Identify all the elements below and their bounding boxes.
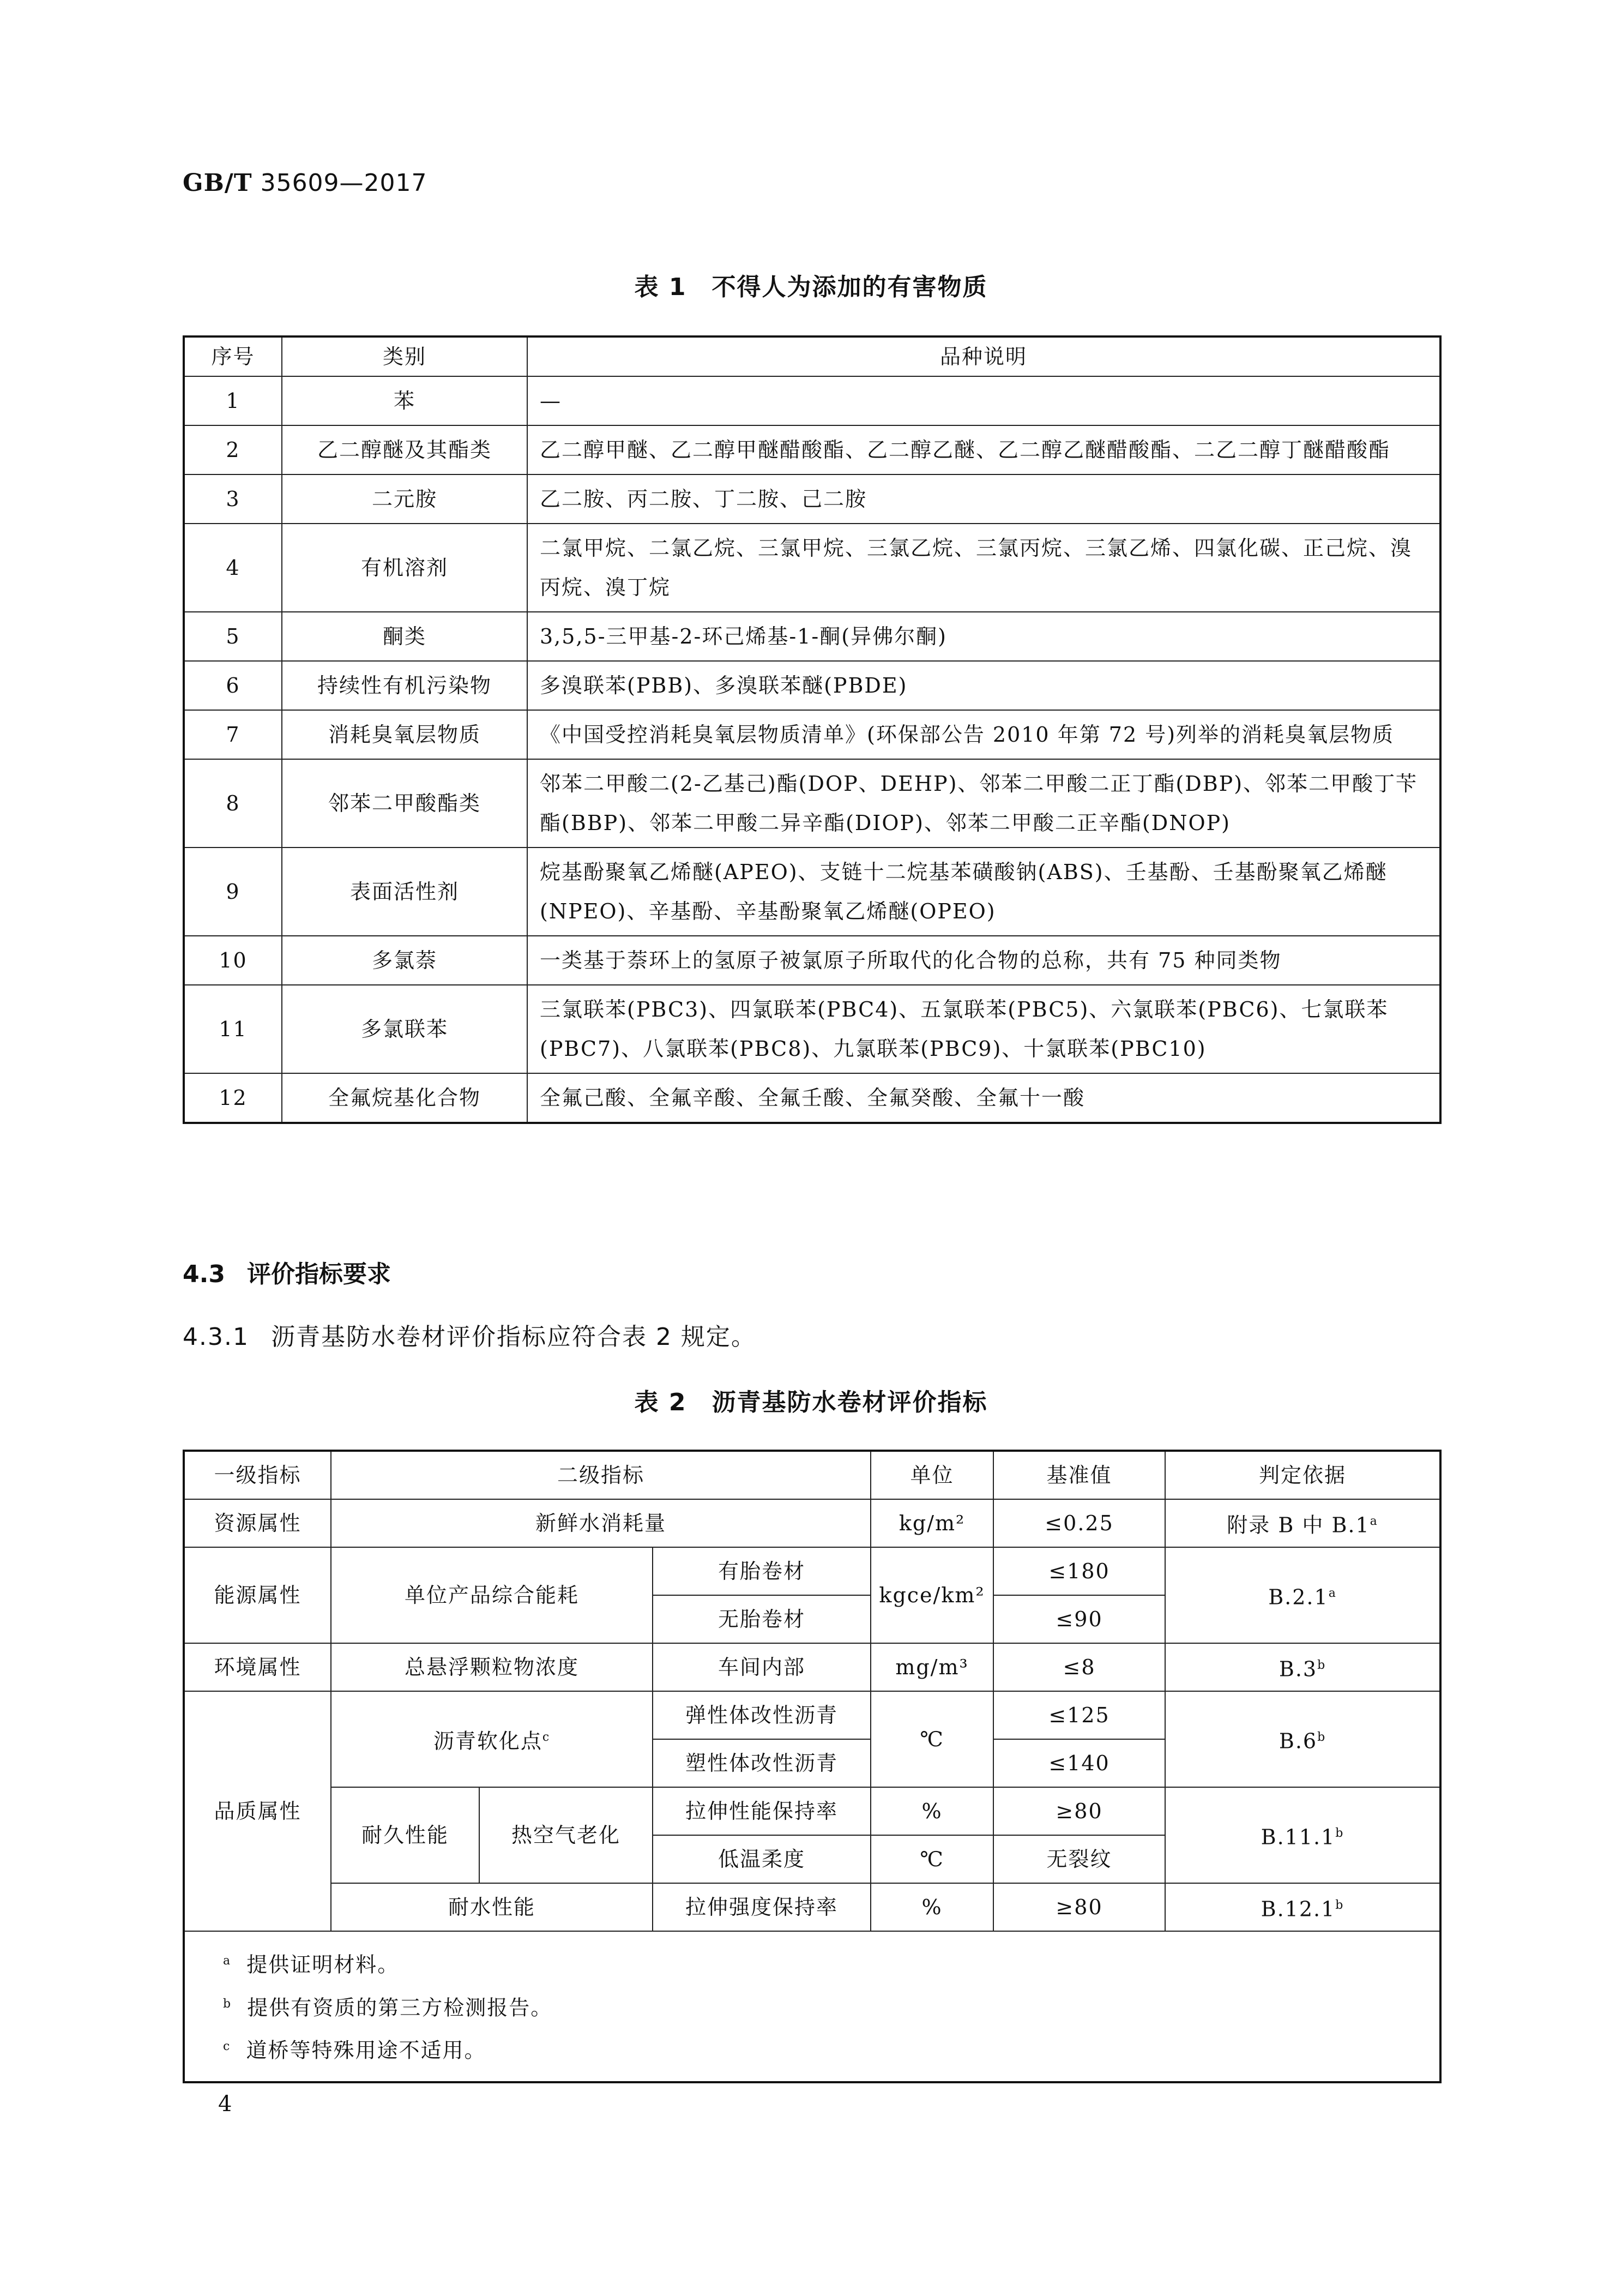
cell-description: 三氯联苯(PBC3)、四氯联苯(PBC4)、五氯联苯(PBC5)、六氯联苯(PBC6)、七氯联苯(PBC7)、八氯联苯(PBC8)、九氯联苯(PBC9)、十氯联苯(PBC10): [527, 985, 1440, 1073]
cell-unit: kgce/km²: [871, 1547, 993, 1643]
cell-description: 3,5,5-三甲基-2-环己烯基-1-酮(异佛尔酮): [527, 612, 1440, 661]
cell-category: 邻苯二甲酸酯类: [282, 759, 527, 848]
cell-item: 沥青软化点$^c$: [331, 1691, 653, 1787]
column-header-basis: 判定依据: [1165, 1451, 1440, 1499]
cell-basis: 附录 B 中 B.1$^a$: [1165, 1499, 1440, 1547]
cell-number: 5: [184, 612, 282, 661]
cell-number: 10: [184, 936, 282, 985]
cell-unit: kg/m²: [871, 1499, 993, 1547]
cell-number: 4: [184, 524, 282, 612]
cell-category: 苯: [282, 376, 527, 425]
column-header-description: 品种说明: [527, 336, 1440, 376]
cell-unit: %: [871, 1787, 993, 1835]
cell-number: 7: [184, 710, 282, 759]
cell-unit: %: [871, 1883, 993, 1931]
cell-description: 邻苯二甲酸二(2-乙基己)酯(DOP、DEHP)、邻苯二甲酸二正丁酯(DBP)、邻苯二甲酸丁苄酯(BBP)、邻苯二甲酸二异辛酯(DIOP)、邻苯二甲酸二正辛酯(DNOP): [527, 759, 1440, 848]
standard-code-prefix: GB/T: [183, 169, 252, 197]
cell-category: 持续性有机污染物: [282, 661, 527, 710]
note-a: $^a$ 提供证明材料。: [223, 1952, 400, 1977]
cell-item: 新鲜水消耗量: [331, 1499, 871, 1547]
cell-description: 乙二胺、丙二胺、丁二胺、己二胺: [527, 474, 1440, 524]
paragraph-number: 4.3.1: [183, 1323, 249, 1351]
cell-sub: 有胎卷材: [653, 1547, 871, 1595]
table-row: [184, 474, 1440, 524]
harmful-substances-body: [184, 376, 1440, 1123]
table-row-energy: [184, 1547, 1440, 1595]
cell-category: 全氟烷基化合物: [282, 1073, 527, 1123]
table-notes-row: [184, 1931, 1440, 2082]
cell-sub: 拉伸强度保持率: [653, 1883, 871, 1931]
evaluation-indicators-table: [183, 1450, 1442, 2083]
column-header-category: 类别: [282, 336, 527, 376]
cell-sub: 拉伸性能保持率: [653, 1787, 871, 1835]
cell-value: ≤90: [993, 1595, 1165, 1643]
cell-description: 乙二醇甲醚、乙二醇甲醚醋酸酯、乙二醇乙醚、乙二醇乙醚醋酸酯、二乙二醇丁醚醋酸酯: [527, 425, 1440, 474]
cell-category: 二元胺: [282, 474, 527, 524]
cell-category: 多氯联苯: [282, 985, 527, 1073]
cell-description: 二氯甲烷、二氯乙烷、三氯甲烷、三氯乙烷、三氯丙烷、三氯乙烯、四氯化碳、正己烷、溴丙烷、溴丁烷: [527, 524, 1440, 612]
table-row: [184, 661, 1440, 710]
cell-sub: 车间内部: [653, 1643, 871, 1691]
cell-description: 烷基酚聚氧乙烯醚(APEO)、支链十二烷基苯磺酸钠(ABS)、壬基酚、壬基酚聚氧乙烯醚(NPEO)、辛基酚、辛基酚聚氧乙烯醚(OPEO): [527, 848, 1440, 936]
cell-sub: 塑性体改性沥青: [653, 1739, 871, 1787]
cell-number: 1: [184, 376, 282, 425]
cell-basis: B.12.1$^b$: [1165, 1883, 1440, 1931]
cell-value: ≤180: [993, 1547, 1165, 1595]
cell-description: 全氟己酸、全氟辛酸、全氟壬酸、全氟癸酸、全氟十一酸: [527, 1073, 1440, 1123]
table-row-environment: [184, 1643, 1440, 1691]
table-row: [184, 524, 1440, 612]
cell-number: 3: [184, 474, 282, 524]
table-row: [184, 985, 1440, 1073]
section-paragraph: [183, 1317, 756, 1352]
cell-level1: 资源属性: [184, 1499, 331, 1547]
cell-item: 单位产品综合能耗: [331, 1547, 653, 1643]
cell-basis: B.2.1$^a$: [1165, 1547, 1440, 1643]
cell-value: ≤0.25: [993, 1499, 1165, 1547]
table-row: [184, 612, 1440, 661]
standard-code-number: 35609—2017: [260, 169, 427, 197]
cell-sub: 无胎卷材: [653, 1595, 871, 1643]
table-row-quality-softening: [184, 1691, 1440, 1739]
column-header-unit: 单位: [871, 1451, 993, 1499]
cell-category: 多氯萘: [282, 936, 527, 985]
note-c: $^c$ 道桥等特殊用途不适用。: [223, 2038, 486, 2063]
column-header-level1: 一级指标: [184, 1451, 331, 1499]
cell-number: 9: [184, 848, 282, 936]
cell-value: ≤140: [993, 1739, 1165, 1787]
harmful-substances-table: [183, 335, 1442, 1124]
cell-sub: 弹性体改性沥青: [653, 1691, 871, 1739]
table-row: [184, 710, 1440, 759]
table-header-row: [184, 1451, 1440, 1499]
cell-basis: B.11.1$^b$: [1165, 1787, 1440, 1883]
cell-value: ≥80: [993, 1883, 1165, 1931]
cell-unit: ℃: [871, 1691, 993, 1787]
cell-value: ≤8: [993, 1643, 1165, 1691]
cell-number: 8: [184, 759, 282, 848]
cell-item-2: 热空气老化: [479, 1787, 653, 1883]
cell-sub: 低温柔度: [653, 1835, 871, 1883]
table-notes: [184, 1931, 1440, 2082]
cell-category: 乙二醇醚及其酯类: [282, 425, 527, 474]
table-row-resource: [184, 1499, 1440, 1547]
cell-description: 一类基于萘环上的氢原子被氯原子所取代的化合物的总称，共有 75 种同类物: [527, 936, 1440, 985]
cell-unit: ℃: [871, 1835, 993, 1883]
cell-description: 多溴联苯(PBB)、多溴联苯醚(PBDE): [527, 661, 1440, 710]
table-header-row: [184, 336, 1440, 376]
cell-unit: mg/m³: [871, 1643, 993, 1691]
table-row-quality-water: [184, 1883, 1440, 1931]
section-number: 4.3: [183, 1260, 225, 1288]
table1-caption: 表 1 不得人为添加的有害物质: [634, 273, 988, 301]
cell-level1: 能源属性: [184, 1547, 331, 1643]
section-heading: [183, 1254, 391, 1289]
cell-description: 《中国受控消耗臭氧层物质清单》(环保部公告 2010 年第 72 号)列举的消耗臭氧层物质: [527, 710, 1440, 759]
cell-basis: B.3$^b$: [1165, 1643, 1440, 1691]
cell-item: 耐久性能: [331, 1787, 479, 1883]
table-row: [184, 376, 1440, 425]
table-row: [184, 425, 1440, 474]
cell-value: ≤125: [993, 1691, 1165, 1739]
note-b: $^b$ 提供有资质的第三方检测报告。: [223, 1996, 553, 2020]
cell-description: —: [527, 376, 1440, 425]
section-title: 评价指标要求: [246, 1260, 391, 1288]
cell-category: 表面活性剂: [282, 848, 527, 936]
cell-category: 消耗臭氧层物质: [282, 710, 527, 759]
table-row-quality-durability: [184, 1787, 1440, 1835]
cell-level1: 品质属性: [184, 1691, 331, 1931]
table-row: [184, 936, 1440, 985]
table-row: [184, 759, 1440, 848]
paragraph-text: 沥青基防水卷材评价指标应符合表 2 规定。: [270, 1323, 756, 1351]
cell-number: 11: [184, 985, 282, 1073]
cell-number: 12: [184, 1073, 282, 1123]
cell-basis: B.6$^b$: [1165, 1691, 1440, 1787]
cell-value: ≥80: [993, 1787, 1165, 1835]
column-header-no: 序号: [184, 336, 282, 376]
cell-number: 6: [184, 661, 282, 710]
column-header-baseline: 基准值: [993, 1451, 1165, 1499]
column-header-level2: 二级指标: [331, 1451, 871, 1499]
cell-level1: 环境属性: [184, 1643, 331, 1691]
standard-code: [183, 169, 427, 197]
cell-value: 无裂纹: [993, 1835, 1165, 1883]
cell-item: 耐水性能: [331, 1883, 653, 1931]
page-number: 4: [218, 2091, 232, 2117]
cell-item: 总悬浮颗粒物浓度: [331, 1643, 653, 1691]
cell-category: 有机溶剂: [282, 524, 527, 612]
cell-number: 2: [184, 425, 282, 474]
table-row: [184, 848, 1440, 936]
table-row: [184, 1073, 1440, 1123]
cell-category: 酮类: [282, 612, 527, 661]
table2-caption: 表 2 沥青基防水卷材评价指标: [634, 1389, 988, 1416]
